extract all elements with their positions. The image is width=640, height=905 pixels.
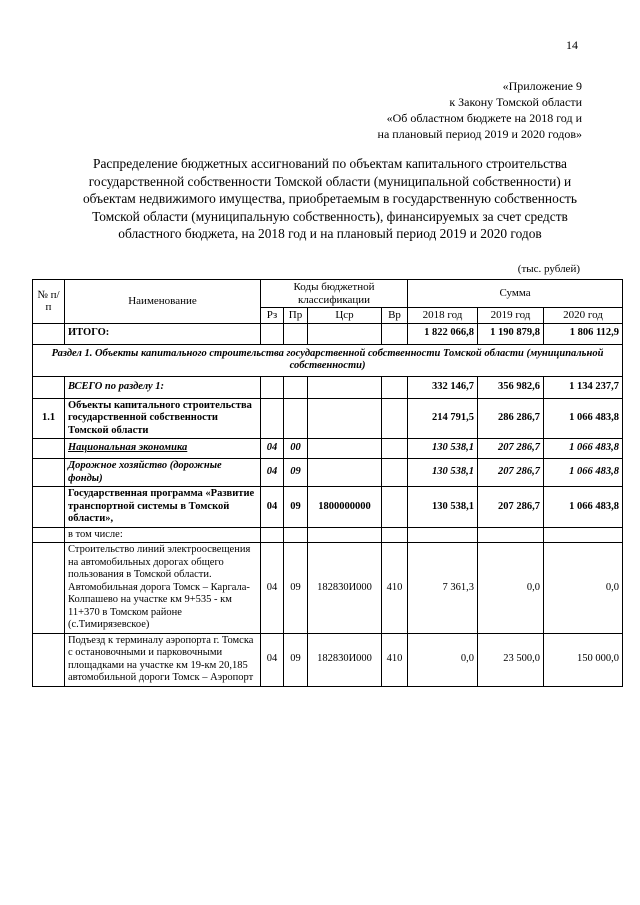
total-2019: 1 190 879,8	[478, 323, 544, 344]
item-pr: 09	[284, 543, 308, 634]
budget-table	[32, 279, 623, 687]
group-2018: 214 791,5	[408, 398, 478, 439]
program-2020: 1 066 483,8	[544, 487, 623, 528]
item-2019: 23 500,0	[478, 633, 544, 686]
group-2019: 286 286,7	[478, 398, 544, 439]
total-2018: 1 822 066,8	[408, 323, 478, 344]
item-vr: 410	[382, 633, 408, 686]
appendix-line: к Закону Томской области	[449, 95, 582, 109]
appendix-header	[262, 78, 582, 142]
section-total-2018: 332 146,7	[408, 376, 478, 398]
item-2020: 0,0	[544, 543, 623, 634]
program-rz: 04	[261, 487, 284, 528]
item-csr: 182830И000	[308, 543, 382, 634]
including-label: в том числе:	[65, 527, 261, 543]
economy-name: Национальная экономика	[65, 439, 261, 459]
section-total-label: ВСЕГО по разделу 1:	[65, 376, 261, 398]
document-title: Распределение бюджетных ассигнований по объектам капитального строительства государственной собственности Томской области (муниципальной собственности) и объектам недвижимого имущества, приобретаемым в государственную собственность Томской области (муниципальную собственность), финансируемых за счет средств областного бюджета, на 2018 год и на плановый период 2019 и 2020 годов	[82, 156, 578, 241]
item-rz: 04	[261, 633, 284, 686]
table-row	[33, 633, 623, 686]
economy-pr: 00	[284, 439, 308, 459]
group-number: 1.1	[33, 398, 65, 439]
item-pr: 09	[284, 633, 308, 686]
roads-row	[33, 459, 623, 487]
header-2019: 2019 год	[478, 308, 544, 324]
header-pr: Пр	[284, 308, 308, 324]
header-name: Наименование	[65, 280, 261, 324]
roads-name: Дорожное хозяйство (дорожные фонды)	[65, 459, 261, 487]
economy-2020: 1 066 483,8	[544, 439, 623, 459]
header-2018: 2018 год	[408, 308, 478, 324]
section-total-row	[33, 376, 623, 398]
roads-2019: 207 286,7	[478, 459, 544, 487]
program-2019: 207 286,7	[478, 487, 544, 528]
group-2020: 1 066 483,8	[544, 398, 623, 439]
section-title: Раздел 1. Объекты капитального строительства государственной собственности Томской области (муниципальной собственности)	[33, 344, 623, 376]
header-2020: 2020 год	[544, 308, 623, 324]
roads-2018: 130 538,1	[408, 459, 478, 487]
economy-row	[33, 439, 623, 459]
table-header-row	[33, 280, 623, 308]
total-2020: 1 806 112,9	[544, 323, 623, 344]
item-name: Строительство линий электроосвещения на автомобильных дорогах общего пользования в Томской области. Автомобильная дорога Томск – Каргала-Колпашево на участке км 9+535 - км 11+370 в Томском районе (с.Тимирязевское)	[65, 543, 261, 634]
total-label: ИТОГО:	[65, 323, 261, 344]
header-num: № п/п	[33, 280, 65, 324]
header-csr: Цср	[308, 308, 382, 324]
economy-rz: 04	[261, 439, 284, 459]
program-csr: 1800000000	[308, 487, 382, 528]
roads-rz: 04	[261, 459, 284, 487]
total-row	[33, 323, 623, 344]
roads-pr: 09	[284, 459, 308, 487]
section-row	[33, 344, 623, 376]
item-2020: 150 000,0	[544, 633, 623, 686]
item-vr: 410	[382, 543, 408, 634]
header-codes: Коды бюджетной классификации	[261, 280, 408, 308]
section-total-2019: 356 982,6	[478, 376, 544, 398]
header-vr: Вр	[382, 308, 408, 324]
header-sum: Сумма	[408, 280, 623, 308]
appendix-line: на плановый период 2019 и 2020 годов»	[377, 127, 582, 141]
economy-2019: 207 286,7	[478, 439, 544, 459]
including-row	[33, 527, 623, 543]
item-rz: 04	[261, 543, 284, 634]
header-rz: Рз	[261, 308, 284, 324]
item-csr: 182830И000	[308, 633, 382, 686]
group-row	[33, 398, 623, 439]
item-2019: 0,0	[478, 543, 544, 634]
economy-2018: 130 538,1	[408, 439, 478, 459]
appendix-line: «Приложение 9	[502, 79, 582, 93]
section-total-2020: 1 134 237,7	[544, 376, 623, 398]
item-2018: 0,0	[408, 633, 478, 686]
appendix-line: «Об областном бюджете на 2018 год и	[386, 111, 582, 125]
program-2018: 130 538,1	[408, 487, 478, 528]
roads-2020: 1 066 483,8	[544, 459, 623, 487]
program-row	[33, 487, 623, 528]
page-number: 14	[566, 38, 578, 52]
program-name: Государственная программа «Развитие транспортной системы в Томской области»,	[65, 487, 261, 528]
group-name: Объекты капитального строительства государственной собственности Томской области	[65, 398, 261, 439]
item-name: Подъезд к терминалу аэропорта г. Томска с остановочными и парковочными площадками на участке км 19-км 20,185 автомобильной дороги Томск – Аэропорт	[65, 633, 261, 686]
unit-label: (тыс. рублей)	[517, 263, 580, 275]
item-2018: 7 361,3	[408, 543, 478, 634]
program-pr: 09	[284, 487, 308, 528]
table-row	[33, 543, 623, 634]
